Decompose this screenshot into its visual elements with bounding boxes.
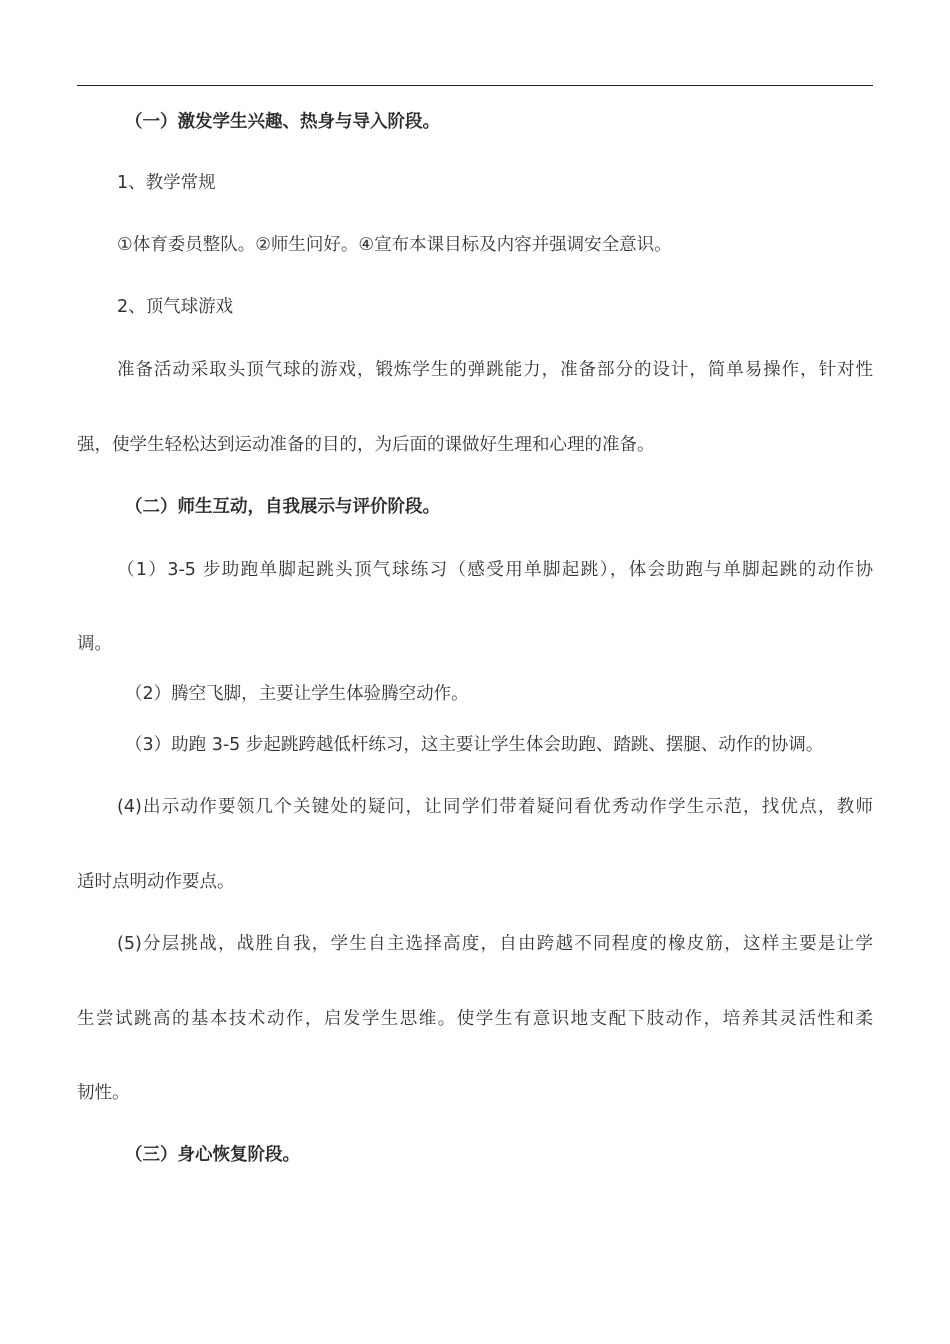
p5-line2: 生尝试跳高的基本技术动作，启发学生思维。使学生有意识地支配下肢动作，培养其灵活性和柔 xyxy=(77,1009,873,1029)
p1-line2: 调。 xyxy=(77,634,112,654)
item1-text: ①体育委员整队。②师生问好。④宣布本课目标及内容并强调安全意识。 xyxy=(117,235,672,255)
section1-heading: （一）激发学生兴趣、热身与导入阶段。 xyxy=(125,112,440,132)
p1-line1: （1）3-5 步助跑单脚起跳头顶气球练习（感受用单脚起跳），体会助跑与单脚起跳的动作协 xyxy=(117,560,873,580)
p4-line1: (4)出示动作要领几个关键处的疑问，让同学们带着疑问看优秀动作学生示范，找优点，教师 xyxy=(117,797,873,817)
p2: （2）腾空飞脚，主要让学生体验腾空动作。 xyxy=(125,684,469,704)
section2-heading: （二）师生互动，自我展示与评价阶段。 xyxy=(125,497,440,517)
item2-text-line2: 强，使学生轻松达到运动准备的目的，为后面的课做好生理和心理的准备。 xyxy=(77,435,655,455)
section3-heading: （三）身心恢复阶段。 xyxy=(125,1145,300,1165)
header-rule xyxy=(77,85,873,86)
p5-line1: (5)分层挑战，战胜自我，学生自主选择高度，自由跨越不同程度的橡皮筋，这样主要是让学 xyxy=(117,934,873,954)
p4-line2: 适时点明动作要点。 xyxy=(77,872,235,892)
item2-title: 2、顶气球游戏 xyxy=(117,297,234,317)
p3: （3）助跑 3-5 步起跳跨越低杆练习，这主要让学生体会助跑、踏跳、摆腿、动作的协调。 xyxy=(125,735,824,755)
item2-text-line1: 准备活动采取头顶气球的游戏，锻炼学生的弹跳能力，准备部分的设计，简单易操作，针对性 xyxy=(117,360,873,380)
p5-line3: 韧性。 xyxy=(77,1083,130,1103)
item1-title: 1、教学常规 xyxy=(117,173,216,193)
